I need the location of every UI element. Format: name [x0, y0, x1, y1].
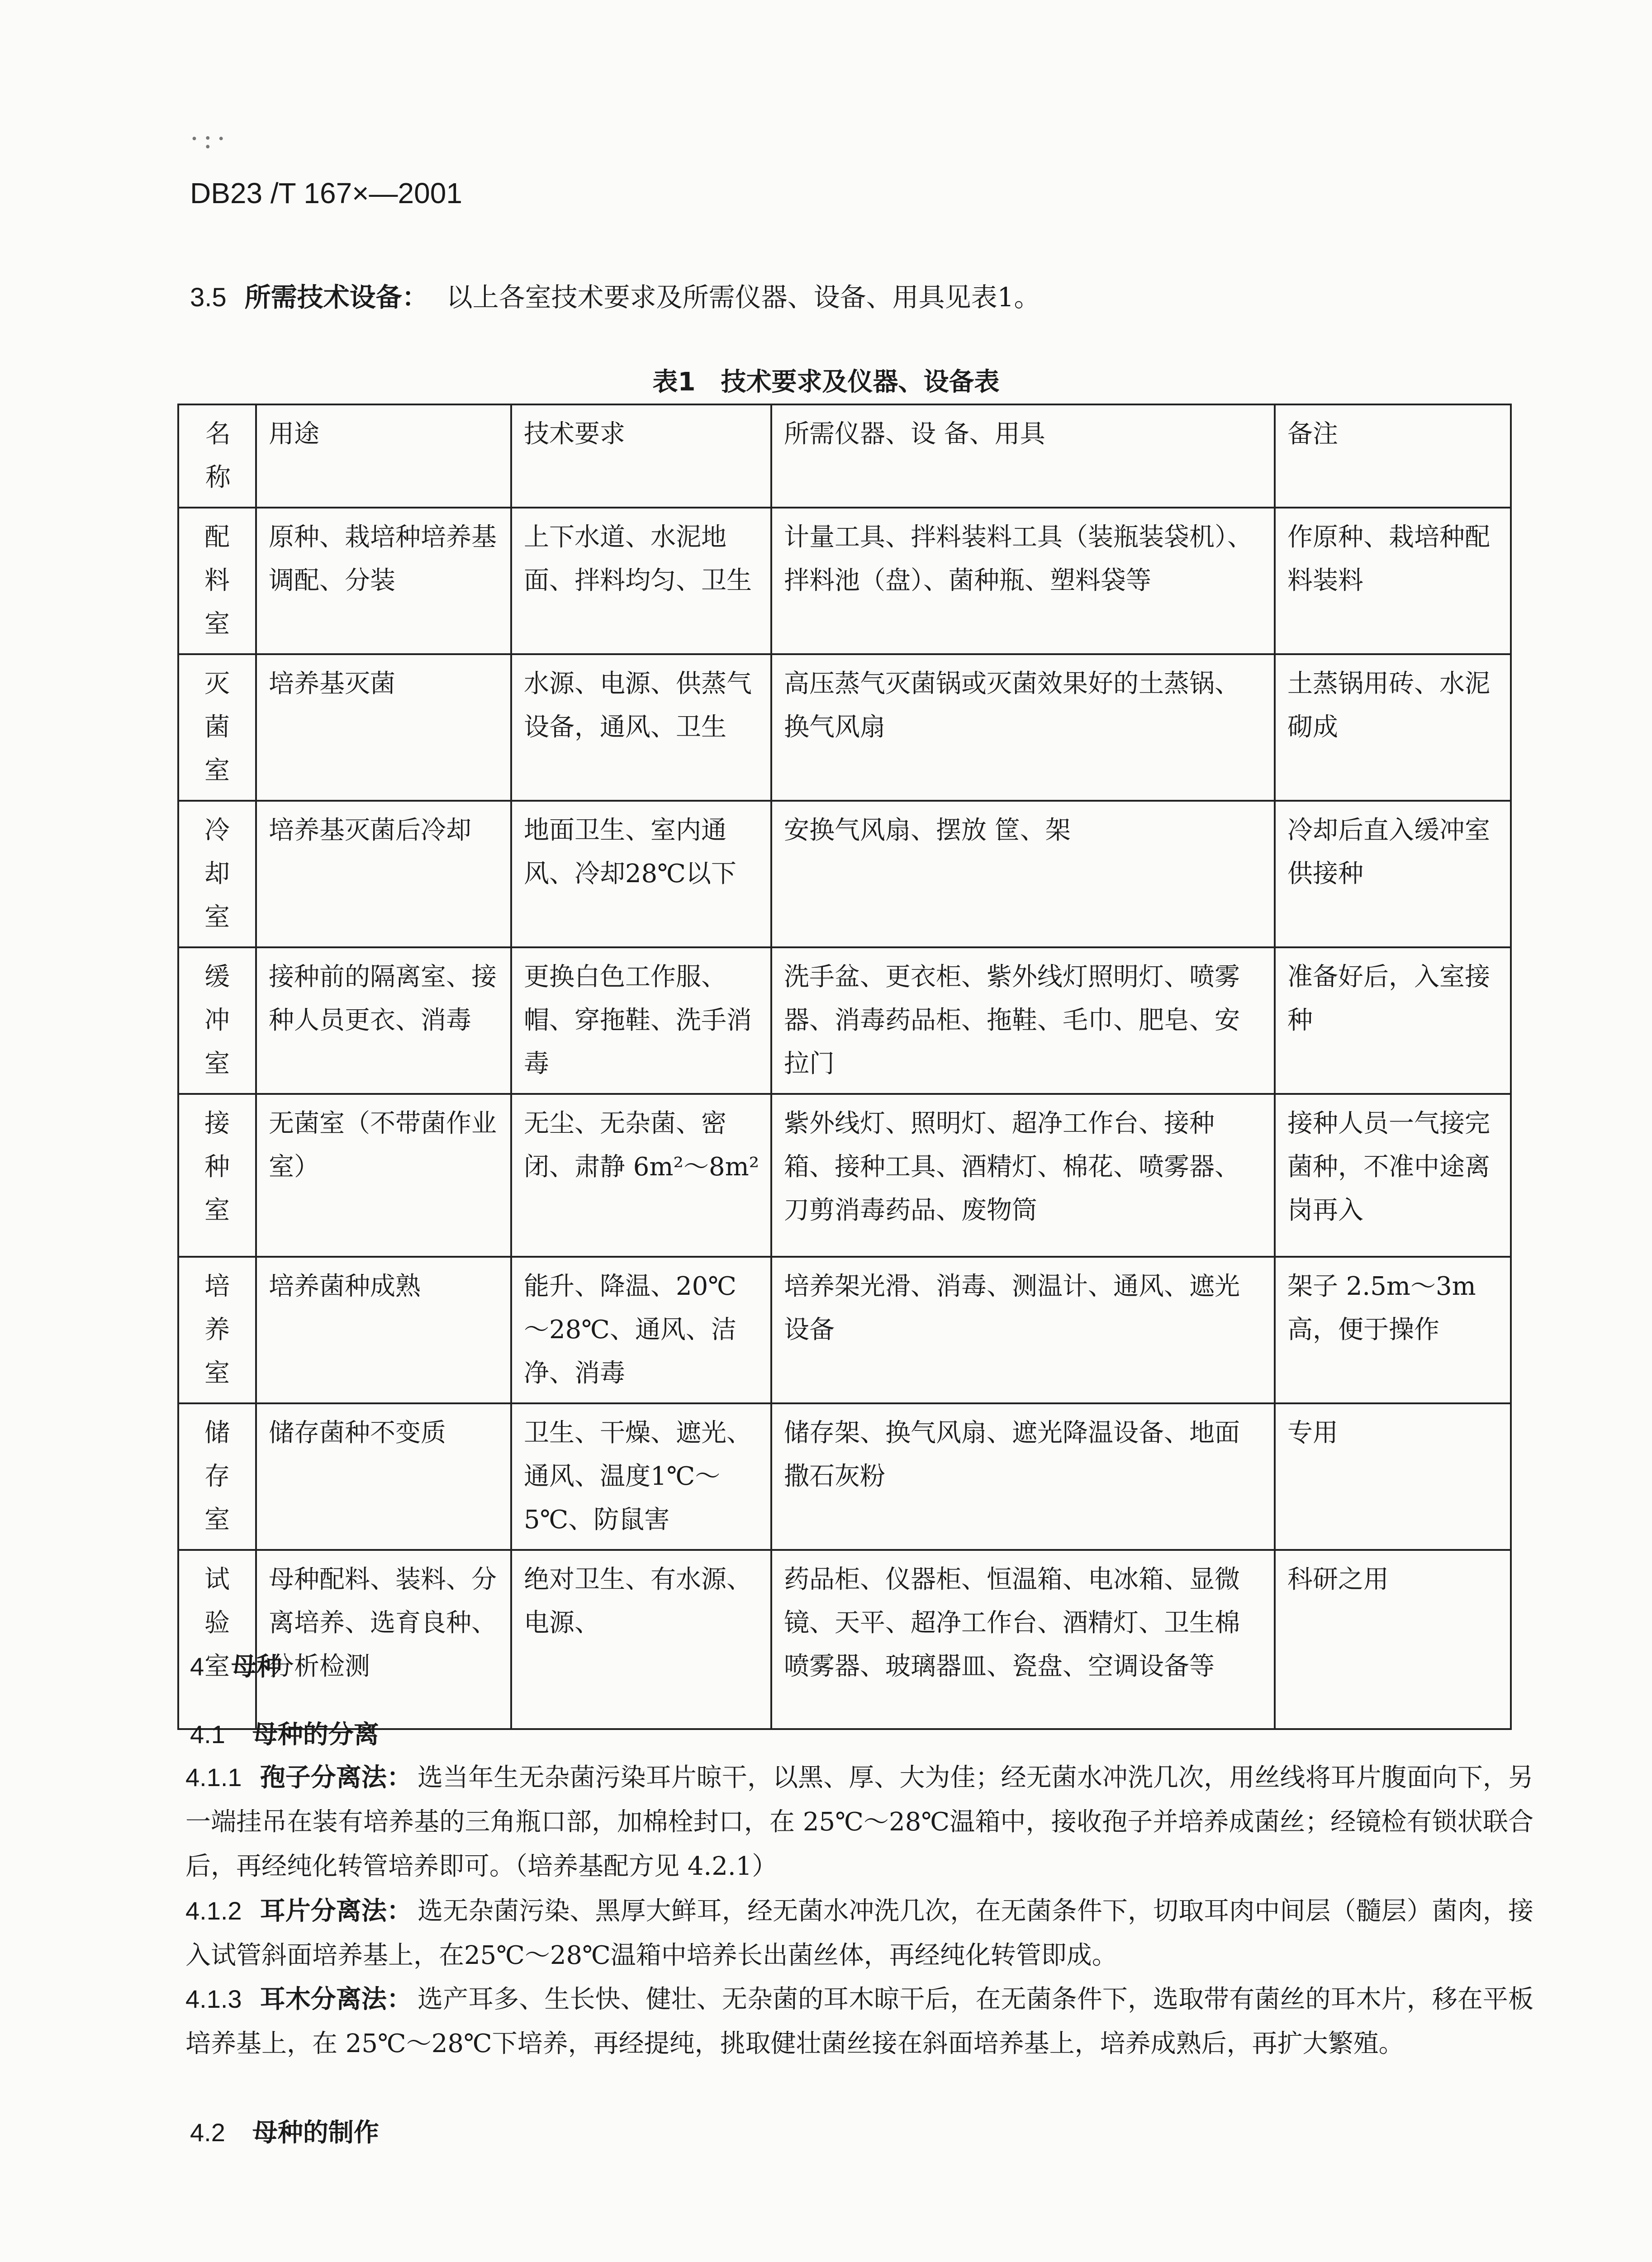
- room-use: 培养基灭菌后冷却: [256, 801, 511, 947]
- para-number: 4.1.2: [185, 1896, 242, 1925]
- section-text: 以上各室技术要求及所需仪器、设备、用具见表1。: [446, 282, 1040, 313]
- room-equipment: 高压蒸气灭菌锅或灭菌效果好的土蒸锅、换气风扇: [771, 654, 1275, 801]
- table-row: [178, 1094, 1511, 1257]
- room-equipment: 计量工具、拌料装料工具（装瓶装袋机）、拌料池（盘）、菌种瓶、塑料袋等: [771, 508, 1275, 654]
- room-requirement: 绝对卫生、有水源、电源、: [511, 1550, 771, 1729]
- room-note: 作原种、栽培种配料装料: [1275, 508, 1511, 654]
- section-4-2-heading: [190, 2113, 379, 2149]
- section-number: 4.2: [190, 2118, 225, 2147]
- room-equipment: 储存架、换气风扇、遮光降温设备、地面撒石灰粉: [771, 1403, 1275, 1550]
- table-row: [178, 947, 1511, 1094]
- room-name: 配料室: [178, 508, 256, 654]
- table-row: [178, 1403, 1511, 1550]
- table-row: [178, 654, 1511, 801]
- room-requirement: 水源、电源、供蒸气设备，通风、卫生: [511, 654, 771, 801]
- section-title: 母种的分离: [252, 1720, 379, 1749]
- standard-code: DB23 /T 167×—2001: [190, 177, 462, 209]
- table-row: [178, 801, 1511, 947]
- room-name: 缓冲室: [178, 947, 256, 1094]
- room-name: 接种室: [178, 1094, 256, 1257]
- section-title: 母种的制作: [252, 2118, 379, 2148]
- para-text: 选产耳多、生长快、健壮、无杂菌的耳木晾干后，在无菌条件下，选取带有菌丝的耳木片，移在平板培养基上，在 25℃～28℃下培养，再经提纯，挑取健壮菌丝接在斜面培养基上，培养成熟后，再扩大繁殖。: [185, 1985, 1534, 2058]
- room-note: 专用: [1275, 1403, 1511, 1550]
- paragraph-4-1-3: [185, 1977, 1533, 2066]
- room-note: 接种人员一气接完菌种，不准中途离岗再入: [1275, 1094, 1511, 1257]
- header-note: 备注: [1275, 404, 1511, 508]
- room-use: 培养基灭菌: [256, 654, 511, 801]
- header-requirement: 技术要求: [511, 404, 771, 508]
- room-note: 冷却后直入缓冲室供接种: [1275, 801, 1511, 947]
- paragraph-4-1-1: [185, 1755, 1533, 1889]
- table-row: [178, 1257, 1511, 1403]
- room-requirement: 更换白色工作服、帽、穿拖鞋、洗手消毒: [511, 947, 771, 1094]
- section-title: 所需技术设备：: [244, 282, 428, 313]
- section-3-5: [190, 276, 1040, 314]
- room-note: 科研之用: [1275, 1550, 1511, 1729]
- room-requirement: 卫生、干燥、遮光、通风、温度1℃～5℃、防鼠害: [511, 1403, 771, 1550]
- para-text: 选当年生无杂菌污染耳片晾干，以黑、厚、大为佳；经无菌水冲洗几次，用丝线将耳片腹面向下，另一端挂吊在装有培养基的三角瓶口部，加棉栓封口，在 25℃～28℃温箱中，接收孢子并培养成菌丝；经镜检有锁状联合后，再经纯化转管培养即可。（培养基配方见 4.2.1）: [185, 1763, 1534, 1881]
- room-use: 原种、栽培种培养基调配、分装: [256, 508, 511, 654]
- room-equipment: 药品柜、仪器柜、恒温箱、电冰箱、显微镜、天平、超净工作台、酒精灯、卫生棉喷雾器、玻璃器皿、瓷盘、空调设备等: [771, 1550, 1275, 1729]
- para-title: 孢子分离法：: [260, 1763, 413, 1792]
- room-use: 母种配料、装料、分离培养、选育良种、分析检测: [256, 1550, 511, 1729]
- room-note: 架子 2.5m～3m高，便于操作: [1275, 1257, 1511, 1403]
- header-use: 用途: [256, 404, 511, 508]
- room-equipment: 洗手盆、更衣柜、紫外线灯照明灯、喷雾器、消毒药品柜、拖鞋、毛巾、肥皂、安拉门: [771, 947, 1275, 1094]
- paragraph-4-1-2: [185, 1889, 1533, 1978]
- section-4-heading: [190, 1647, 282, 1683]
- scan-speck: ·:·: [190, 123, 230, 155]
- room-requirement: 无尘、无杂菌、密闭、肃静 6m²～8m²: [511, 1094, 771, 1257]
- header-equipment: 所需仪器、设 备、用具: [771, 404, 1275, 508]
- room-use: 储存菌种不变质: [256, 1403, 511, 1550]
- section-4-1-heading: [190, 1715, 379, 1751]
- section-number: 4: [190, 1652, 204, 1681]
- room-equipment: 培养架光滑、消毒、测温计、通风、遮光设备: [771, 1257, 1275, 1403]
- room-use: 培养菌种成熟: [256, 1257, 511, 1403]
- room-requirement: 上下水道、水泥地面、拌料均匀、卫生: [511, 508, 771, 654]
- section-number: 3.5: [190, 283, 227, 312]
- room-requirement: 能升、降温、20℃～28℃、通风、洁净、消毒: [511, 1257, 771, 1403]
- section-number: 4.1: [190, 1720, 225, 1749]
- para-title: 耳片分离法：: [260, 1896, 413, 1926]
- para-number: 4.1.3: [185, 1985, 242, 2013]
- room-equipment: 安换气风扇、摆放 筐、架: [771, 801, 1275, 947]
- para-title: 耳木分离法：: [260, 1985, 413, 2014]
- room-equipment: 紫外线灯、照明灯、超净工作台、接种箱、接种工具、酒精灯、棉花、喷雾器、刀剪消毒药品、废物筒: [771, 1094, 1275, 1257]
- room-note: 土蒸锅用砖、水泥砌成: [1275, 654, 1511, 801]
- header-name: 名称: [178, 404, 256, 508]
- room-note: 准备好后，入室接种: [1275, 947, 1511, 1094]
- section-title: 母种: [231, 1652, 282, 1682]
- room-name: 冷却室: [178, 801, 256, 947]
- table-header-row: [178, 404, 1511, 508]
- room-requirement: 地面卫生、室内通风、冷却28℃以下: [511, 801, 771, 947]
- room-name: 试验室: [178, 1550, 256, 1729]
- room-use: 无菌室（不带菌作业室）: [256, 1094, 511, 1257]
- para-text: 选无杂菌污染、黑厚大鲜耳，经无菌水冲洗几次，在无菌条件下，切取耳肉中间层（髓层）菌肉，接入试管斜面培养基上，在25℃～28℃温箱中培养长出菌丝体，再经纯化转管即成。: [185, 1896, 1534, 1970]
- room-name: 储存室: [178, 1403, 256, 1550]
- table-caption: 表1 技术要求及仪器、设备表: [652, 367, 1000, 397]
- table-row: [178, 508, 1511, 654]
- table-row: [178, 1550, 1511, 1729]
- room-use: 接种前的隔离室、接种人员更衣、消毒: [256, 947, 511, 1094]
- room-name: 灭菌室: [178, 654, 256, 801]
- equipment-table: [177, 404, 1512, 1730]
- room-name: 培养室: [178, 1257, 256, 1403]
- para-number: 4.1.1: [185, 1763, 242, 1792]
